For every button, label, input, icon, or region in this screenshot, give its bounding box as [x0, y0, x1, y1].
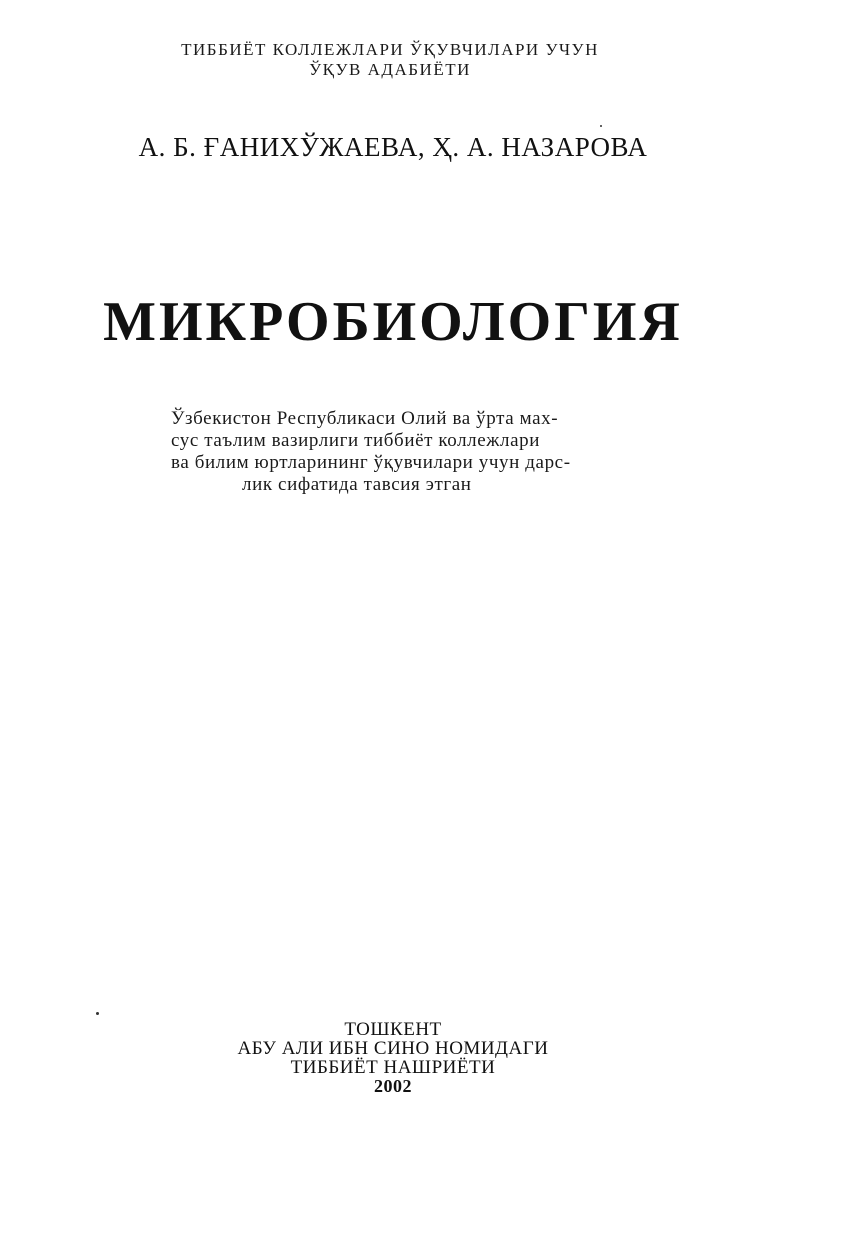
recommendation-line-4: лик сифатида тавсия этган	[242, 474, 472, 495]
recommendation-line-1: Ўзбекистон Республикаси Олий ва ўрта мах-	[171, 408, 559, 429]
publisher-imprint	[0, 1020, 786, 1096]
book-title: МИКРОБИОЛОГИЯ	[103, 291, 683, 353]
scan-speck	[600, 125, 602, 127]
scan-speck	[96, 1012, 99, 1015]
series-line-1: ТИББИЁТ КОЛЛЕЖЛАРИ ЎҚУВЧИЛАРИ УЧУН	[181, 40, 599, 59]
publisher-name-line-2: ТИББИЁТ НАШРИЁТИ	[290, 1057, 496, 1078]
recommendation-line-3: ва билим юртларининг ўқувчилари учун дарс-	[171, 452, 571, 473]
publisher-city: ТОШКЕНТ	[344, 1019, 442, 1040]
publisher-name-line-1: АБУ АЛИ ИБН СИНО НОМИДАГИ	[237, 1038, 549, 1059]
recommendation-text	[171, 408, 661, 496]
series-heading	[0, 40, 780, 80]
authors: А. Б. ҒАНИХЎЖАЕВА, Ҳ. А. НАЗАРОВА	[138, 132, 648, 162]
recommendation-line-2: сус таълим вазирлиги тиббиёт коллежлари	[171, 430, 540, 451]
publication-year: 2002	[374, 1076, 412, 1096]
series-line-2: ЎҚУВ АДАБИЁТИ	[309, 60, 471, 79]
